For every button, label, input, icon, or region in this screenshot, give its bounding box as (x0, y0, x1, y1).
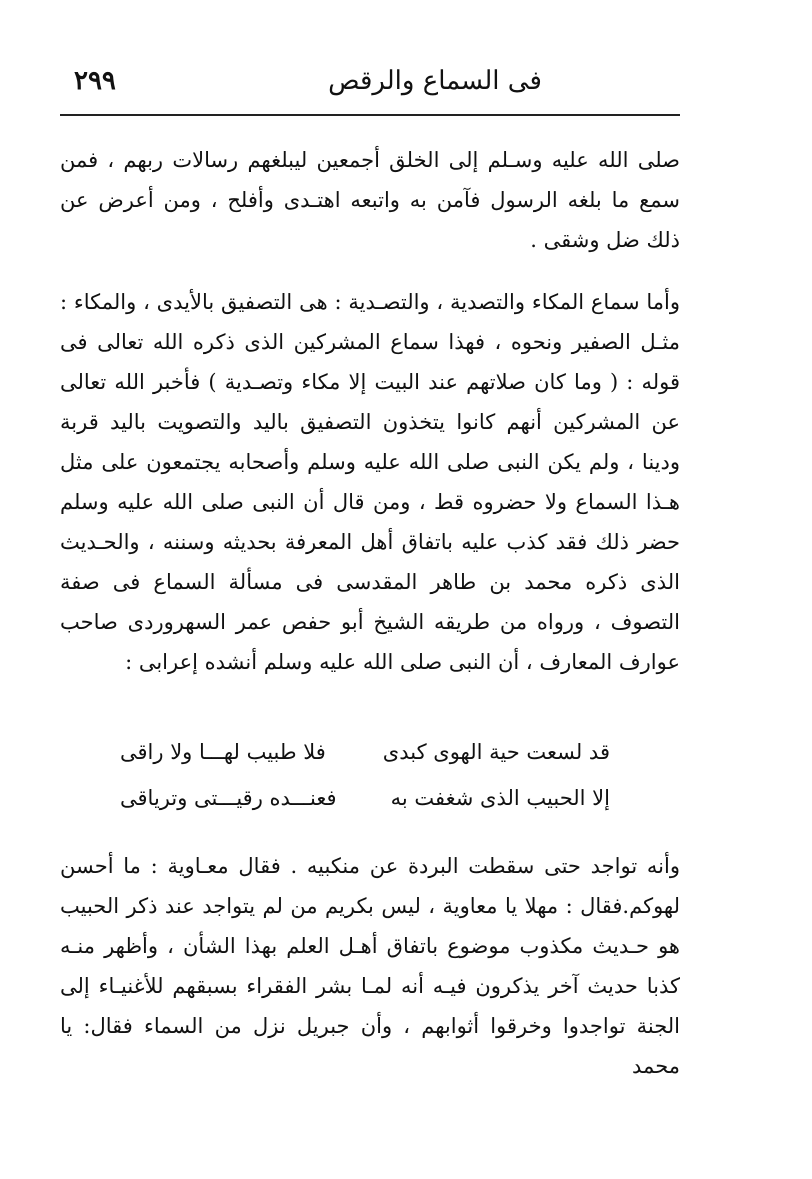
poem-line-1-second-hemistich: فلا طبيب لهـــا ولا راقى (120, 740, 326, 764)
body-text (60, 140, 680, 682)
poem-line-2-second-hemistich: فعنـــده رقيـــتى وترياقى (120, 786, 337, 810)
poem-line-1-first-hemistich: قد لسعت حية الهوى كبدى (382, 740, 610, 764)
poem-line-2 (60, 786, 680, 826)
page-header (60, 62, 680, 106)
page-number: ٢٩٩ (74, 66, 116, 96)
paragraph-2: وأما سماع المكاء والتصدية ، والتصـدية : هى التصفيق بالأيدى ، والمكاء : مثـل الصفير ونحوه ، فهذا سماع المشركين الذى ذكره الله تعالى فى قوله : ( وما كان صلاتهم عند البيت إلا مكاء وتصـدية ) فأخبر الله تعالى عن المشركين أنهم كانوا يتخذون التصفيق باليد والتصويت باليد قربة ودينا ، ولم يكن النبى صلى الله عليه وسلم وأصحابه يجتمعون على مثل هـذا السماع ولا حضروه قط ، ومن قال أن النبى صلى الله عليه وسلم حضر ذلك فقد كذب عليه باتفاق أهل المعرفة بحديثه وسننه ، والحـديث الذى ذكره محمد بن طاهر المقدسى فى مسألة السماع فى صفة التصوف ، ورواه من طريقه الشيخ أبو حفص عمر السهروردى صاحب عوارف المعارف ، أن النبى صلى الله عليه وسلم أنشده إعرابى : (60, 290, 680, 674)
paragraph-1: صلى الله عليه وسـلم إلى الخلق أجمعين ليبلغهم رسالات ربهم ، فمن سمع ما بلغه الرسول فآمن به واتبعه اهتـدى وأفلح ، ومن أعرض عن ذلك ضل وشقى . (60, 148, 680, 252)
paragraph-3: وأنه تواجد حتى سقطت البردة عن منكبيه . فقال معـاوية : ما أحسن لهوكم.فقال : مهلا يا معاوية ، ليس بكريم من لم يتواجد عند ذكر الحبيب هو حـديث مكذوب موضوع باتفاق أهـل العلم بهذا الشأن ، وأظهر منـه كذبا حديث آخر يذكرون فيـه أنه لمـا بشر الفقراء بسبقهم للأغنيـاء إلى الجنة تواجدوا وخرقوا أثوابهم ، وأن جبريل نزل من السماء فقال: يا محمد (60, 854, 680, 1078)
header-rule (60, 114, 680, 116)
poem-line-1 (60, 740, 680, 780)
running-title: فى السماع والرقص (328, 66, 542, 96)
poem-line-2-first-hemistich: إلا الحبيب الذى شغفت به (390, 786, 610, 810)
poem (60, 740, 680, 830)
